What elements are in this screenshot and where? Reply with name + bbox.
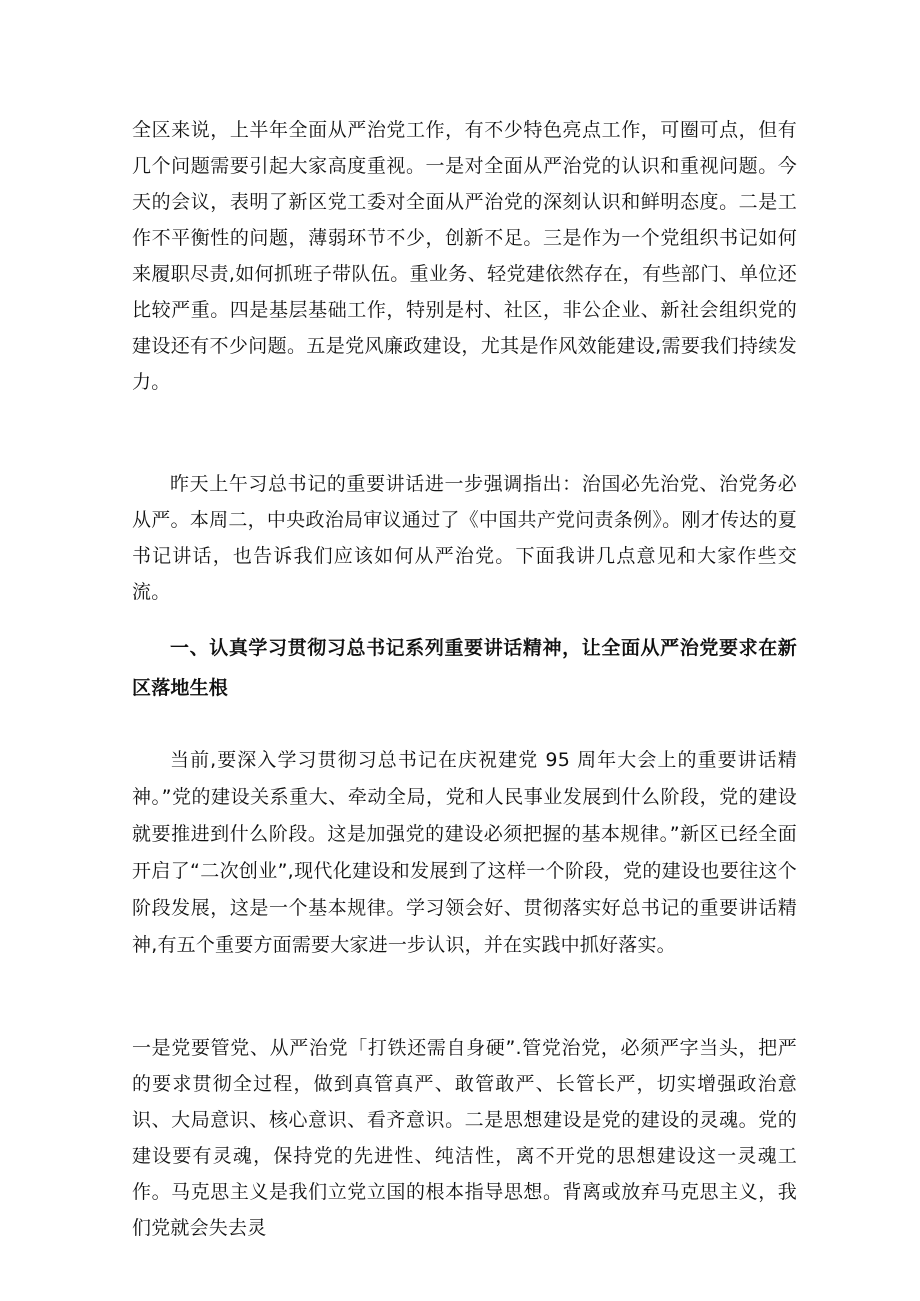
section-heading-1: 一、认真学习贯彻习总书记系列重要讲话精神，让全面从严治党要求在新区落地生根 bbox=[132, 637, 797, 699]
paragraph-intro: 全区来说，上半年全面从严治党工作，有不少特色亮点工作，可圈可点，但有几个问题需要引起大家高度重视。一是对全面从严治党的认识和重视问题。今天的会议，表明了新区党工委对全面从严治党的深刻认识和鲜明态度。二是工作不平衡性的问题，薄弱环节不少，创新不足。三是作为一个党组织书记如何来履职尽责,如何抓班子带队伍。重业务、轻党建依然存在，有些部门、单位还比较严重。四是基层基础工作，特别是村、社区，非公企业、新社会组织党的建设还有不少问题。五是党风廉政建设，尤其是作风效能建设,需要我们持续发力。 bbox=[132, 119, 797, 393]
paragraph-section-1-intro: 当前,要深入学习贯彻习总书记在庆祝建党 95 周年大会上的重要讲话精神。”党的建设关系重大、牵动全局，党和人民事业发展到什么阶段，党的建设就要推进到什么阶段。这是加强党的建设必须把握的基本规律。”新区已经全面开启了“二次创业”,现代化建设和发展到了这样一个阶段，党的建设也要往这个阶段发展，这是一个基本规律。学习领会好、贯彻落实好总书记的重要讲话精神,有五个重要方面需要大家进一步认识，并在实践中抓好落实。 bbox=[132, 749, 797, 956]
paragraph-section-1-points: 一是党要管党、从严治党「打铁还需自身硬”.管党治党，必须严字当头，把严的要求贯彻全过程，做到真管真严、敢管敢严、长管长严，切实增强政治意识、大局意识、核心意识、看齐意识。二是思想建设是党的建设的灵魂。党的建设要有灵魂，保持党的先进性、纯洁性，离不开党的思想建设这一灵魂工作。马克思主义是我们立党立国的根本指导思想。背离或放弃马克思主义，我们党就会失去灵 bbox=[132, 1037, 797, 1239]
paragraph-speech-reference: 昨天上午习总书记的重要讲话进一步强调指出：治国必先治党、治党务必从严。本周二，中央政治局审议通过了《中国共产党问责条例》。刚才传达的夏书记讲话，也告诉我们应该如何从严治党。下面我讲几点意见和大家作些交流。 bbox=[132, 473, 797, 603]
